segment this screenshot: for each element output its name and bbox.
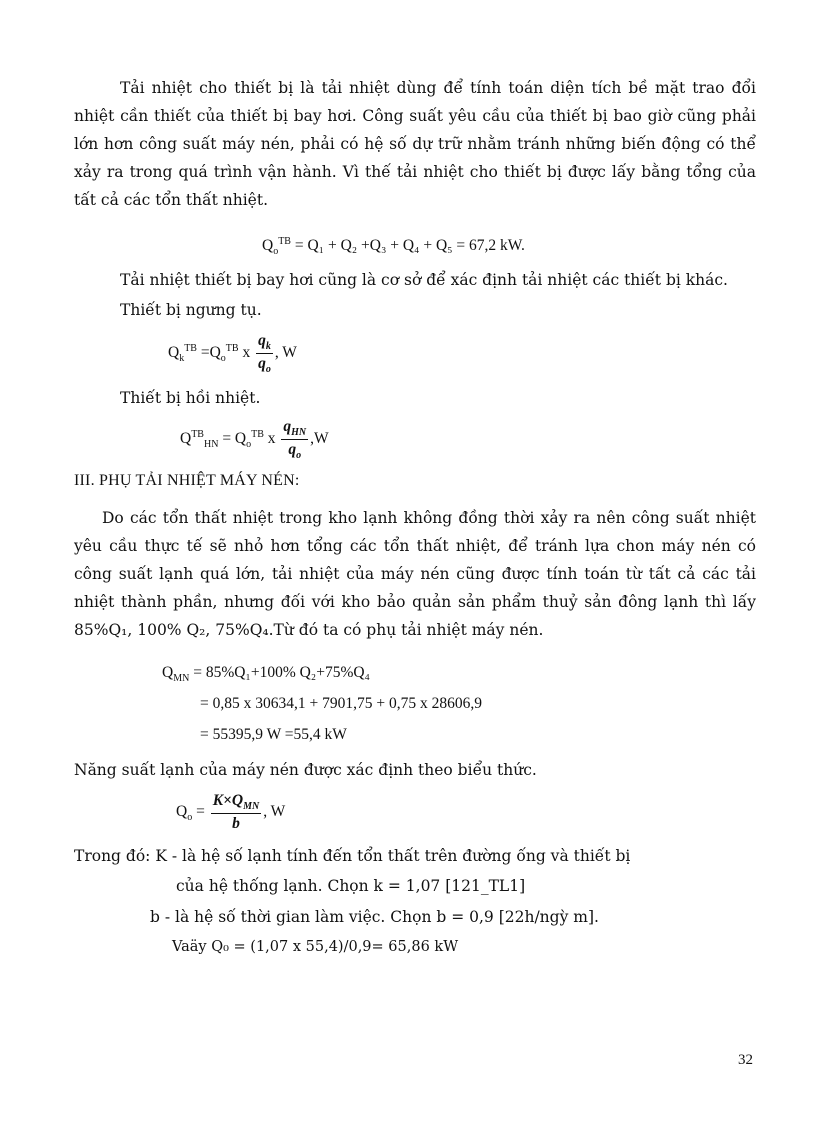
numerator-text: K×Q xyxy=(212,792,244,809)
equation-capacity-unit: , W xyxy=(263,803,286,821)
equation-condenser-unit: , W xyxy=(274,344,297,362)
equation-compressor-2: = 0,85 x 30634,1 + 7901,75 + 0,75 x 28606,9 xyxy=(200,695,482,712)
fraction-numerator: $q_{HN}$ xyxy=(283,418,307,439)
fraction-k-qmn-b xyxy=(211,792,262,833)
section-heading: III. PHỤ TẢI NHIỆT MÁY NÉN: xyxy=(74,472,300,489)
equation-total-rhs: = Q₁ + Q₂ +Q₃ + Q₄ + Q₅ = 67,2 kW. xyxy=(294,237,525,255)
fraction-qhn-qo xyxy=(281,418,308,461)
fraction-denominator: b xyxy=(232,815,240,833)
line-capacity-intro: Năng suất lạnh của máy nén được xác định theo biểu thức. xyxy=(74,761,537,779)
paragraph-evaporator-load: Tải nhiệt cho thiết bị là tải nhiệt dùng để tính toán diện tích bề mặt trao đổi nhiệt cần thiết của thiết bị bay hơi. Công suất yêu cầu của thiết bị bao giờ cũng phải lớn hơn công suất máy nén, phải có hệ số dự trữ nhằm tránh những biến động có thể xảy ra trong quá trình vận hành. Vì thế tải nhiệt cho thiết bị được lấy bằng tổng của tất cả các tổn thất nhiệt. xyxy=(74,79,756,209)
line-where-k-cont: của hệ thống lạnh. Chọn k = 1,07 [121_TL1] xyxy=(176,877,526,895)
line-where-k: Trong đó: K - là hệ số lạnh tính đến tổn thất trên đường ống và thiết bị xyxy=(74,847,631,865)
fraction-qk-qo xyxy=(256,332,273,375)
equation-cooling-capacity xyxy=(176,792,285,833)
equation-compressor-1 xyxy=(162,664,370,684)
symbol-qk-tb: $Q_k^{TB} =Q_o^{TB}$ x xyxy=(168,343,251,365)
line-result: Vaäy Q₀ = (1,07 x 55,4)/0,9= 65,86 kW xyxy=(172,939,459,955)
line-where-b: b - là hệ số thời gian làm việc. Chọn b = 0,9 [22h/ngỳ m]. xyxy=(150,908,599,926)
paragraph-compressor-load: Do các tổn thất nhiệt trong kho lạnh không đồng thời xảy ra nên công suất nhiệt yêu cầu thực tế sẽ nhỏ hơn tổng các tổn thất nhiệt, để tránh lựa chon máy nén có công suất lạnh quá lớn, tải nhiệt của máy nén cũng được tính toán từ tất cả các tải nhiệt thành phần, nhưng đối với kho bảo quản sản phẩm thuỷ sản đông lạnh thì lấy 85%Q₁, 100% Q₂, 75%Q₄.Từ đó ta có phụ tải nhiệt máy nén. xyxy=(74,509,756,639)
equation-compressor-3: = 55395,9 W =55,4 kW xyxy=(200,726,347,743)
fraction-denominator: $q_o$ xyxy=(258,355,271,376)
equation-regenerator xyxy=(180,418,329,461)
line-condenser-heading: Thiết bị ngưng tụ. xyxy=(120,301,262,319)
page-number: 32 xyxy=(738,1052,753,1068)
symbol-qo: $Q_o$ = xyxy=(176,803,205,824)
fraction-numerator: $q_k$ xyxy=(258,332,271,353)
equation-compressor-rhs-1: = 85%Q₁+100% Q₂+75%Q₄ xyxy=(193,664,370,681)
symbol-q-hn: $Q^{TB}_{HN} = Q_o^{TB}$ x xyxy=(180,429,276,451)
equation-regenerator-unit: ,W xyxy=(310,430,329,448)
equation-condenser xyxy=(168,332,297,375)
fraction-numerator: $K\times Q_{MN}$ xyxy=(212,792,260,813)
line-evaporator-basis: Tải nhiệt thiết bị bay hơi cũng là cơ sở để xác định tải nhiệt các thiết bị khác. xyxy=(120,271,728,289)
fraction-denominator: $q_o$ xyxy=(288,441,302,462)
symbol-q-mn: $Q_{MN}$ xyxy=(162,664,190,685)
equation-total-load xyxy=(262,236,525,257)
line-regenerator-heading: Thiết bị hồi nhiệt. xyxy=(120,389,261,407)
symbol-qo-tb: $Q_o^{TB}$ xyxy=(262,236,291,258)
